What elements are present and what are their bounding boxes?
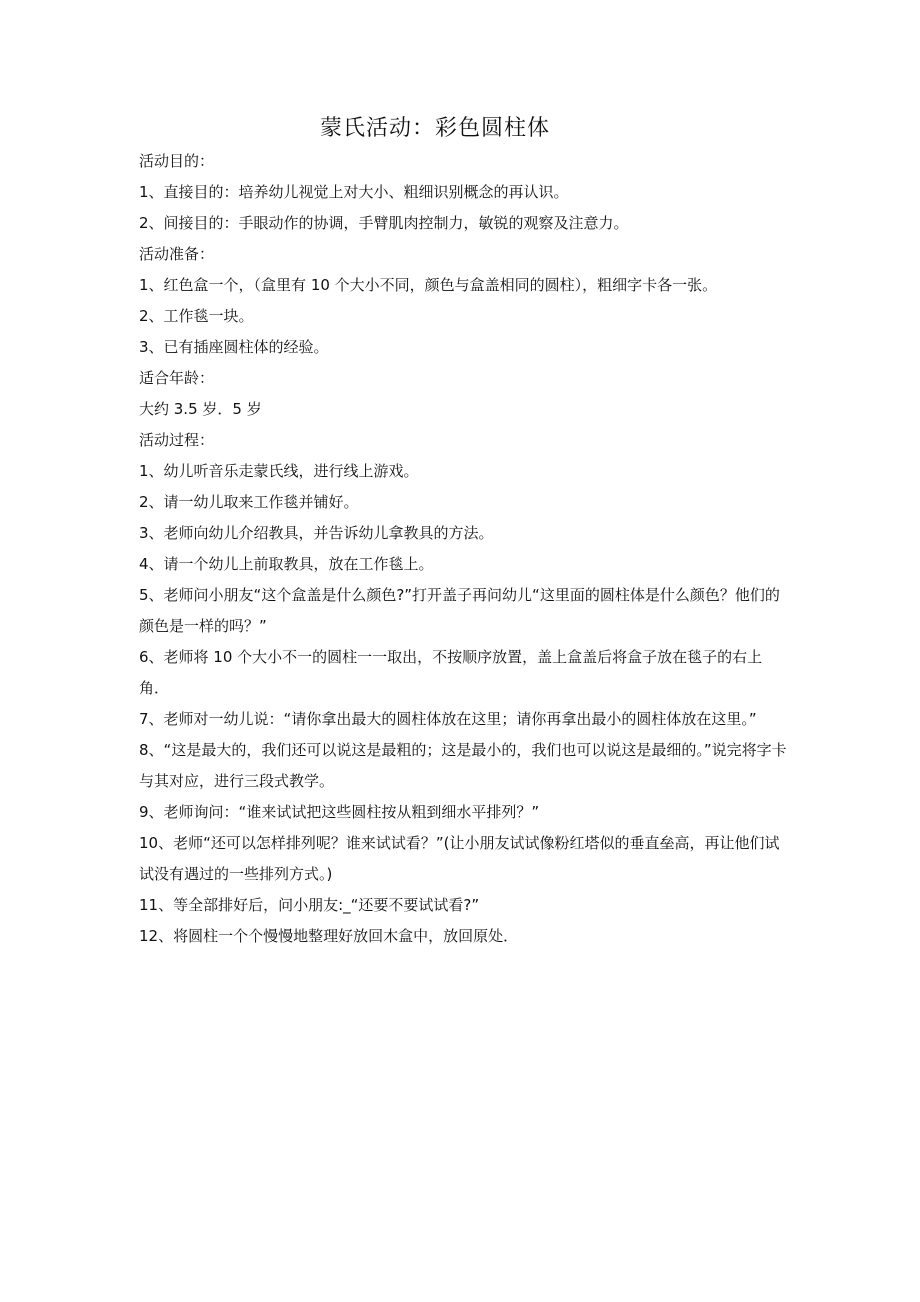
paragraph: 2、工作毯一块。 [139,307,254,325]
paragraph: 2、间接目的：手眼动作的协调，手臂肌肉控制力，敏锐的观察及注意力。 [139,214,629,232]
paragraph: 12、将圆柱一个个慢慢地整理好放回木盒中，放回原处． [139,927,519,945]
paragraph: 9、老师询问：“谁来试试把这些圆柱按从粗到细水平排列？” [139,803,540,821]
paragraph: 1、直接目的：培养幼儿视觉上对大小、粗细识别概念的再认识。 [139,183,569,201]
section-heading-process: 活动过程： [139,431,215,449]
paragraph: 1、红色盒一个，（盒里有 10 个大小不同，颜色与盒盖相同的圆柱），粗细字卡各一张。 [139,276,718,294]
section-heading-preparation: 活动准备： [139,245,215,263]
paragraph: 大约 3.5 岁．5 岁 [139,400,262,418]
paragraph: 3、已有插座圆柱体的经验。 [139,338,329,356]
paragraph: 6、老师将 10 个大小不一的圆柱一一取出，不按顺序放置，盖上盒盖后将盒子放在毯子的右上角． [139,648,763,697]
paragraph: 7、老师对一幼儿说：“请你拿出最大的圆柱体放在这里；请你再拿出最小的圆柱体放在这里。” [139,710,757,728]
document-body [139,146,787,952]
paragraph: 11、等全部排好后，问小朋友:_“还要不要试试看?” [139,896,480,914]
page-title: 蒙氏活动：彩色圆柱体 [319,116,550,141]
paragraph: 5、老师问小朋友“这个盒盖是什么颜色?”打开盖子再问幼儿“这里面的圆柱体是什么颜色？他们的颜色是一样的吗？” [139,586,780,635]
paragraph: 1、幼儿听音乐走蒙氏线，进行线上游戏。 [139,462,419,480]
paragraph: 4、请一个幼儿上前取教具，放在工作毯上。 [139,555,434,573]
paragraph: 3、老师向幼儿介绍教具，并告诉幼儿拿教具的方法。 [139,524,494,542]
section-heading-goals: 活动目的： [139,152,215,170]
section-heading-age: 适合年龄： [139,369,215,387]
paragraph: 2、请一幼儿取来工作毯并铺好。 [139,493,359,511]
paragraph: 10、老师“还可以怎样排列呢？谁来试试看？”(让小朋友试试像粉红塔似的垂直垒高，再让他们试试没有遇过的一些排列方式。) [139,834,780,883]
paragraph: 8、“这是最大的，我们还可以说这是最粗的；这是最小的，我们也可以说这是最细的。”说完将字卡与其对应，进行三段式教学。 [139,741,787,790]
